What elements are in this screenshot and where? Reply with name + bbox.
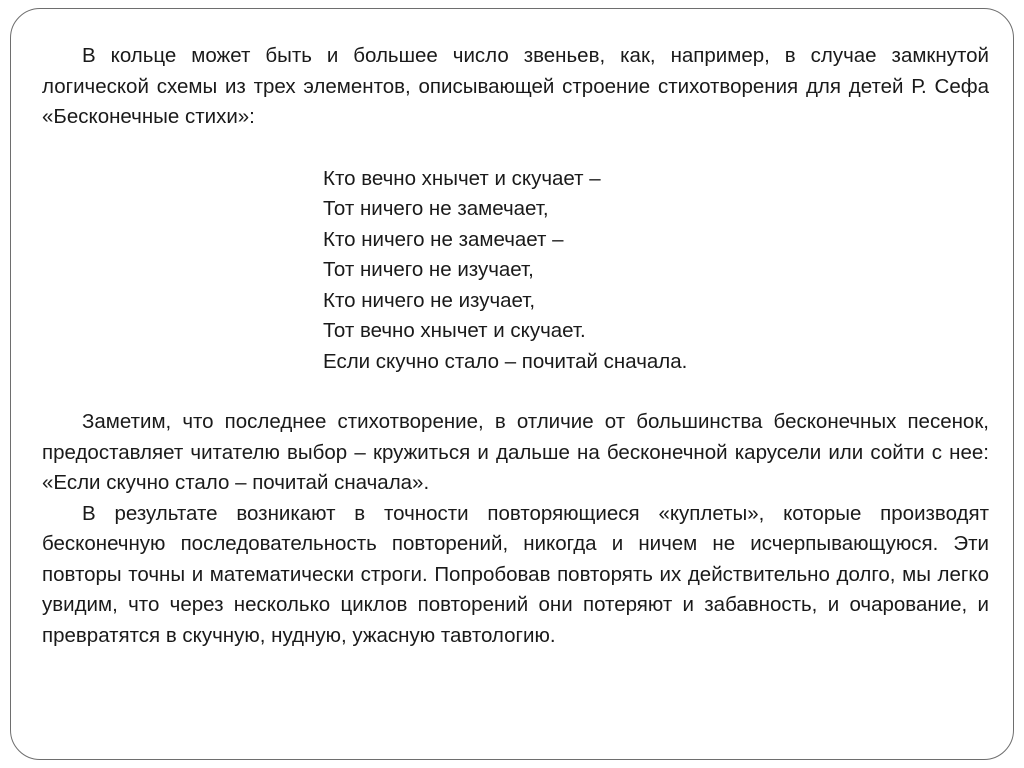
poem-line: Тот ничего не замечает, xyxy=(323,197,549,220)
body-paragraph-result: В результате возникают в точности повторяющиеся «куплеты», которые производят бесконечную последовательность повторений, никогда и ничем не исчерпывающуюся. Эти повторы точны и математически строги. Попробовав повторять их действительно долго, мы легко увидим, что через несколько циклов повторений они потеряют и забавность, и очарование, и превратятся в скучную, нудную, ужасную тавтологию. xyxy=(42,501,989,647)
poem-line: Тот вечно хнычет и скучает. xyxy=(323,319,586,342)
slide-content xyxy=(42,41,989,651)
poem-line: Тот ничего не изучает, xyxy=(323,258,534,281)
poem-block xyxy=(323,164,989,378)
body-paragraph-remark: Заметим, что последнее стихотворение, в отличие от большинства бесконечных песенок, предоставляет читателю выбор – кружиться и дальше на бесконечной карусели или сойти с нее: «Если скучно стало – почитай сначала». xyxy=(42,410,989,494)
intro-paragraph: В кольце может быть и большее число звеньев, как, например, в случае замкнутой логической схемы из трех элементов, описывающей строение стихотворения для детей Р. Сефа «Бесконечные стихи»: xyxy=(42,44,989,128)
poem-line: Кто ничего не замечает – xyxy=(323,227,564,251)
poem-line: Кто вечно хнычет и скучает – xyxy=(323,166,601,190)
poem-line: Если скучно стало – почитай сначала. xyxy=(323,349,688,373)
poem-line: Кто ничего не изучает, xyxy=(323,288,536,312)
